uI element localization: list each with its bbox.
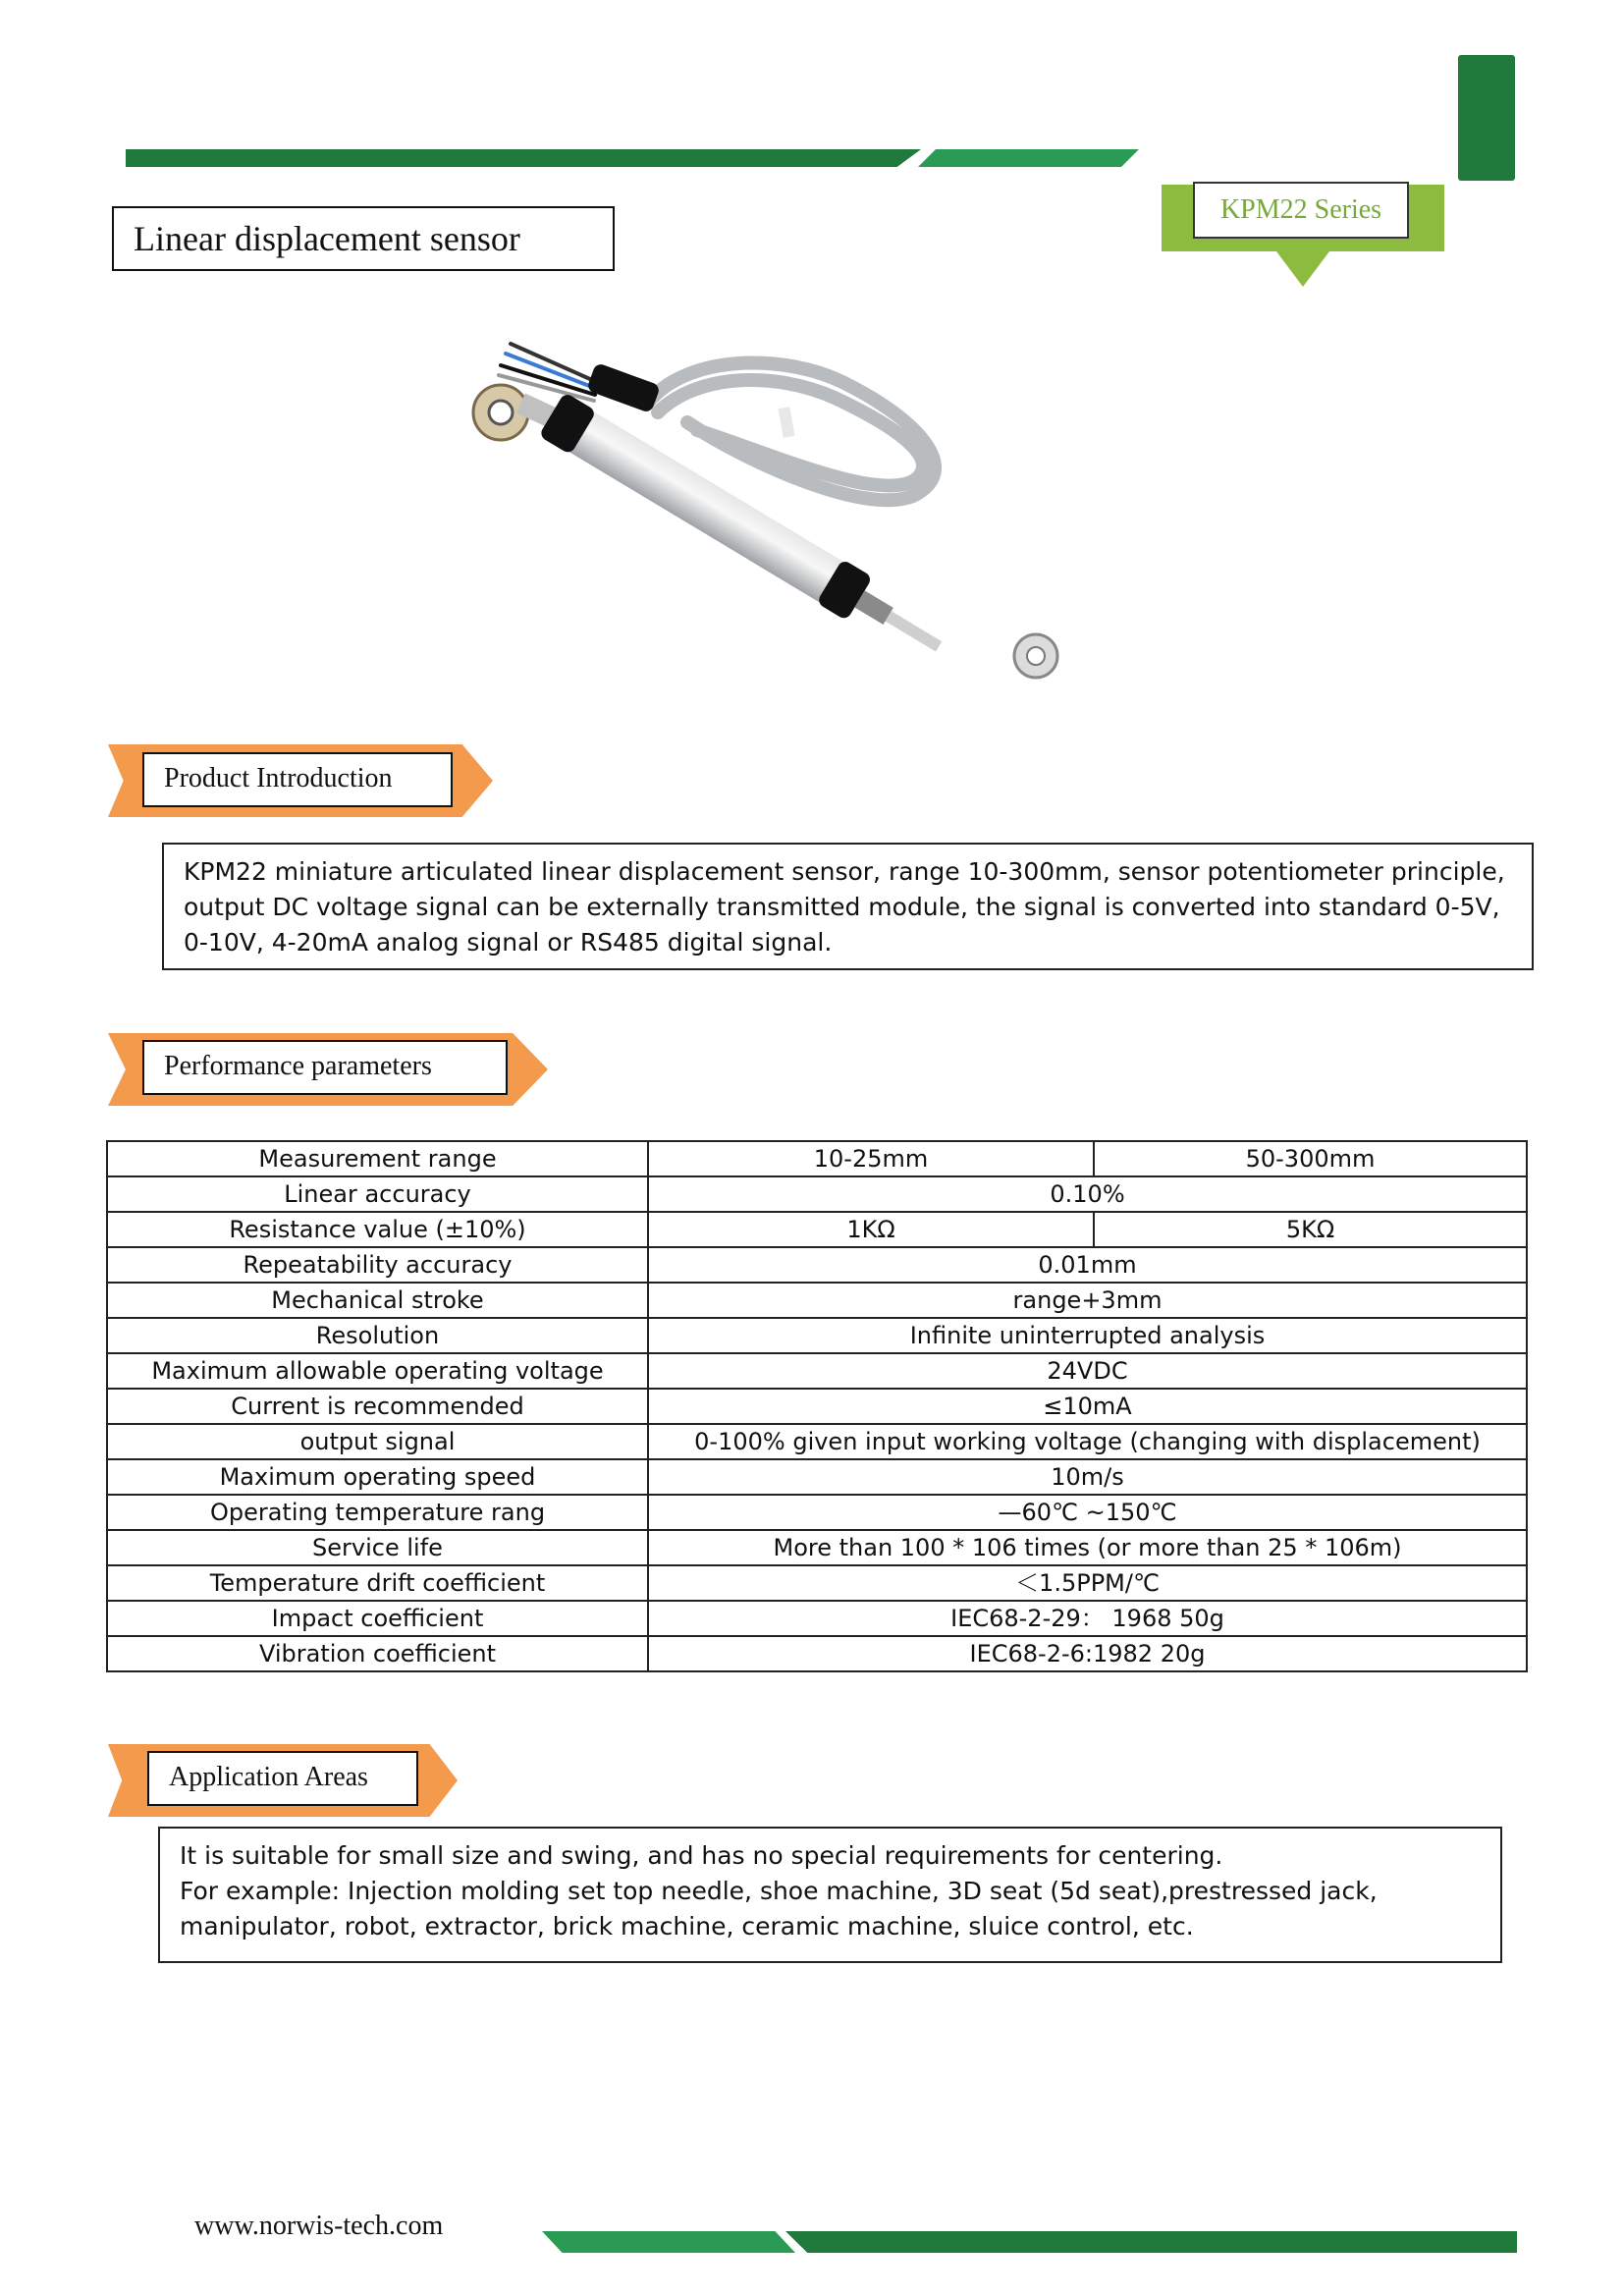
param-label: Impact coefficient bbox=[107, 1601, 648, 1636]
table-row bbox=[107, 1353, 1527, 1389]
param-value: ≤10mA bbox=[648, 1389, 1527, 1424]
param-label: Linear accuracy bbox=[107, 1176, 648, 1212]
table-row bbox=[107, 1495, 1527, 1530]
footer-green-bar-accent bbox=[542, 2231, 795, 2253]
param-value: IEC68-2-6:1982 20g bbox=[648, 1636, 1527, 1671]
table-row bbox=[107, 1176, 1527, 1212]
param-label: Vibration coefficient bbox=[107, 1636, 648, 1671]
param-value: 0-100% given input working voltage (changing with displacement) bbox=[648, 1424, 1527, 1459]
table-row bbox=[107, 1212, 1527, 1247]
applications-text-box bbox=[158, 1827, 1502, 1963]
table-row bbox=[107, 1283, 1527, 1318]
table-row bbox=[107, 1318, 1527, 1353]
param-value: —60℃ ~150℃ bbox=[648, 1495, 1527, 1530]
param-value: ＜1.5PPM/℃ bbox=[648, 1565, 1527, 1601]
param-label: Repeatability accuracy bbox=[107, 1247, 648, 1283]
table-row bbox=[107, 1636, 1527, 1671]
param-value: Infinite uninterrupted analysis bbox=[648, 1318, 1527, 1353]
header-green-bar-accent bbox=[918, 149, 1139, 167]
param-value: 10-25mm bbox=[648, 1141, 1094, 1176]
param-label: Resistance value (±10%) bbox=[107, 1212, 648, 1247]
param-value: 0.01mm bbox=[648, 1247, 1527, 1283]
param-label: output signal bbox=[107, 1424, 648, 1459]
intro-text-box bbox=[162, 843, 1534, 970]
table-row bbox=[107, 1389, 1527, 1424]
param-value: 24VDC bbox=[648, 1353, 1527, 1389]
page-title: Linear displacement sensor bbox=[112, 206, 615, 271]
param-label: Resolution bbox=[107, 1318, 648, 1353]
param-label: Temperature drift coefficient bbox=[107, 1565, 648, 1601]
performance-heading: Performance parameters bbox=[142, 1040, 508, 1095]
header-green-bar bbox=[126, 149, 921, 167]
applications-line: For example: Injection molding set top needle, shoe machine, 3D seat (5d seat),prestressed jack, manipulator, robot, extractor, brick machine, ceramic machine, sluice control, etc. bbox=[180, 1877, 1378, 1941]
param-value: 0.10% bbox=[648, 1176, 1527, 1212]
table-row bbox=[107, 1424, 1527, 1459]
applications-heading: Application Areas bbox=[147, 1751, 418, 1806]
param-value: 5KΩ bbox=[1094, 1212, 1527, 1247]
param-label: Maximum allowable operating voltage bbox=[107, 1353, 648, 1389]
footer-green-bar bbox=[785, 2231, 1517, 2253]
param-label: Maximum operating speed bbox=[107, 1459, 648, 1495]
param-value: More than 100 * 106 times (or more than 25 * 106m) bbox=[648, 1530, 1527, 1565]
footer-url[interactable]: www.norwis-tech.com bbox=[194, 2211, 444, 2241]
param-value: 10m/s bbox=[648, 1459, 1527, 1495]
applications-line: It is suitable for small size and swing, and has no special requirements for centering. bbox=[180, 1841, 1223, 1870]
param-value: 1KΩ bbox=[648, 1212, 1094, 1247]
series-arrow-icon bbox=[1276, 251, 1329, 287]
intro-heading: Product Introduction bbox=[142, 752, 453, 807]
intro-text: KPM22 miniature articulated linear displacement sensor, range 10-300mm, sensor potentiometer principle, output DC voltage signal can be externally transmitted module, the signal is converted into standard 0-5V, 0-10V, 4-20mA analog signal or RS485 digital signal. bbox=[184, 857, 1505, 957]
param-label: Operating temperature rang bbox=[107, 1495, 648, 1530]
table-row bbox=[107, 1565, 1527, 1601]
series-badge: KPM22 Series bbox=[1193, 182, 1409, 239]
performance-table bbox=[106, 1140, 1528, 1672]
param-label: Current is recommended bbox=[107, 1389, 648, 1424]
param-label: Service life bbox=[107, 1530, 648, 1565]
param-label: Measurement range bbox=[107, 1141, 648, 1176]
table-row bbox=[107, 1530, 1527, 1565]
table-row bbox=[107, 1247, 1527, 1283]
header-green-block bbox=[1458, 55, 1515, 181]
param-label: Mechanical stroke bbox=[107, 1283, 648, 1318]
product-image bbox=[452, 314, 1139, 707]
table-row bbox=[107, 1459, 1527, 1495]
table-row bbox=[107, 1141, 1527, 1176]
param-value: IEC68-2-29： 1968 50g bbox=[648, 1601, 1527, 1636]
param-value: range+3mm bbox=[648, 1283, 1527, 1318]
param-value: 50-300mm bbox=[1094, 1141, 1527, 1176]
table-row bbox=[107, 1601, 1527, 1636]
